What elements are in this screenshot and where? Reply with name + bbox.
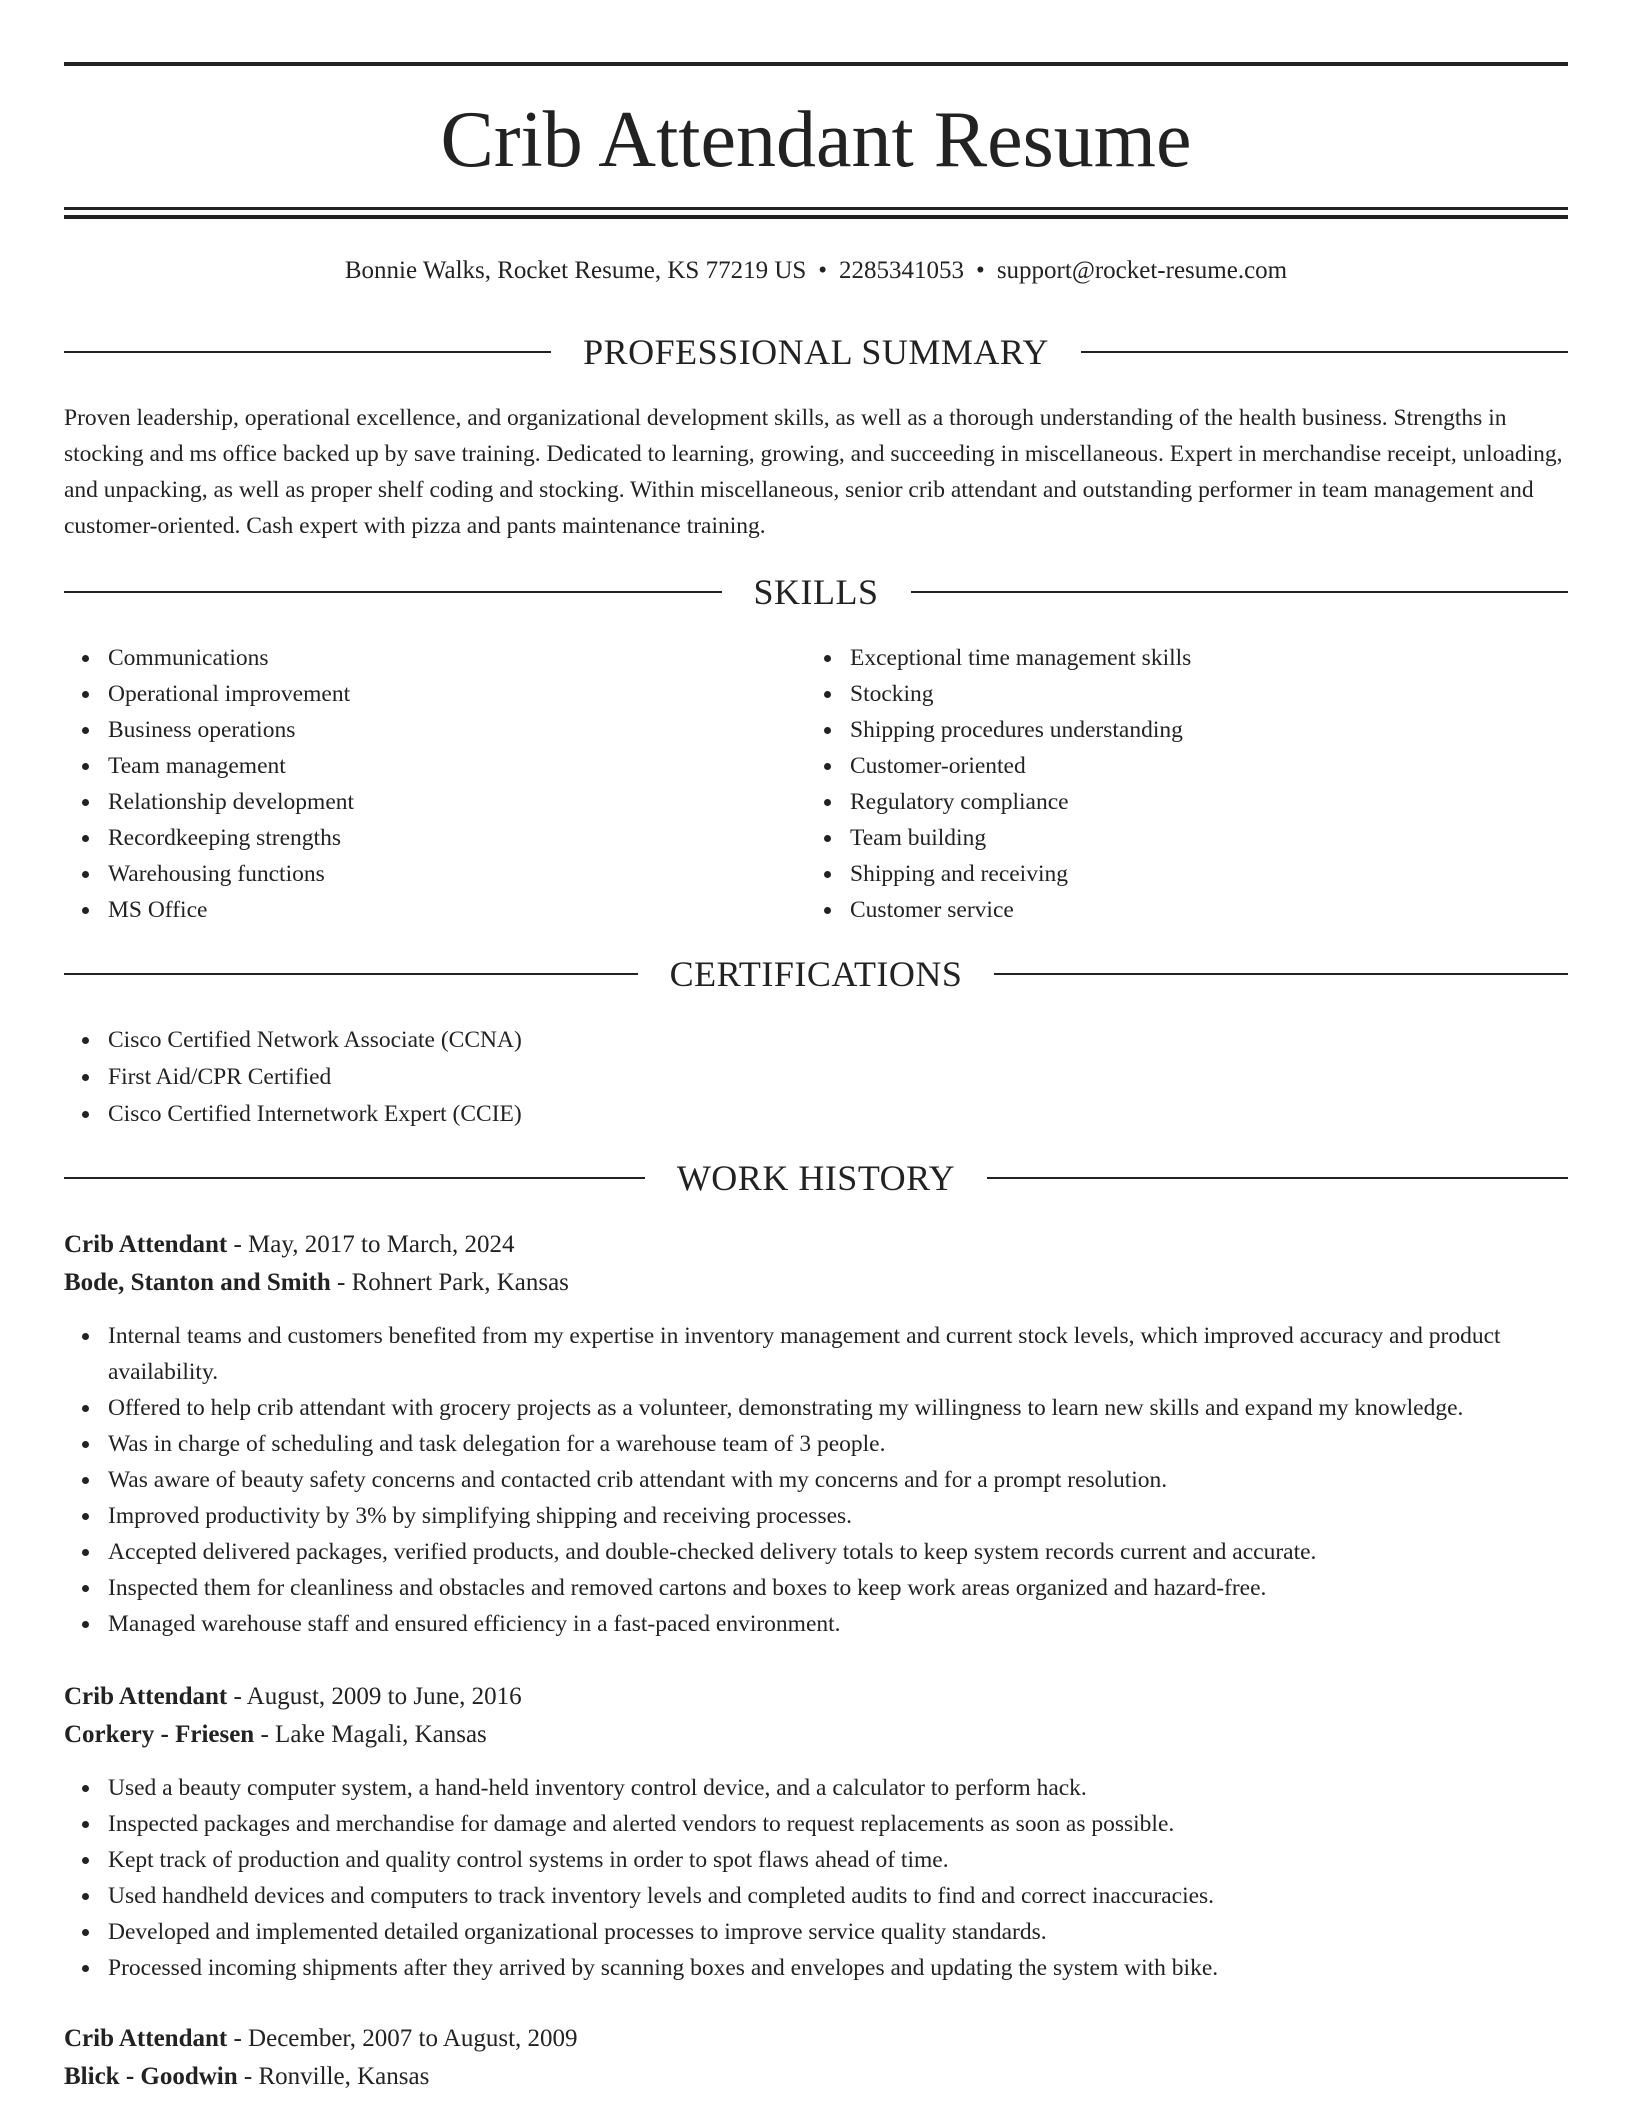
- section-rule: [987, 1177, 1568, 1179]
- summary-paragraph: Proven leadership, operational excellence, and organizational development skills, as well as a thorough understanding of the health business. Strengths in stocking and ms office backed up by save training. Dedicated to learning, growing, and succeeding in miscellaneous. Expert in merchandise receipt, unloading, and unpacking, as well as proper shelf coding and stocking. Within miscellaneous, senior crib attendant and outstanding performer in team management and customer-oriented. Cash expert with pizza and pants maintenance training.: [64, 405, 1563, 539]
- section-header-summary: [64, 332, 1568, 372]
- job-bullet: Improved productivity by 3% by simplifying shipping and receiving processes.: [108, 1498, 1568, 1534]
- job-bullet: Was aware of beauty safety concerns and contacted crib attendant with my concerns and for a prompt resolution.: [108, 1462, 1568, 1498]
- job-location: - Lake Magali, Kansas: [254, 1721, 487, 1748]
- job-role: Crib Attendant: [64, 2025, 228, 2052]
- job-bullet: Used a beauty computer system, a hand-held inventory control device, and a calculator to perform hack.: [108, 1770, 1568, 1806]
- section-rule: [64, 591, 722, 593]
- certification-item: Cisco Certified Network Associate (CCNA): [108, 1022, 1568, 1059]
- job-bullet: Accepted delivered packages, verified products, and double-checked delivery totals to keep system records current and accurate.: [108, 1534, 1568, 1570]
- job-bullet: Inspected them for cleanliness and obstacles and removed cartons and boxes to keep work areas organized and hazard-free.: [108, 1570, 1568, 1606]
- job-company-line: [64, 2058, 1568, 2096]
- section-rule: [911, 591, 1569, 593]
- job-bullet: Processed incoming shipments after they arrived by scanning boxes and envelopes and updating the system with bike.: [108, 1950, 1568, 1986]
- job-dates: - December, 2007 to August, 2009: [227, 2025, 578, 2052]
- job-company-line: [64, 1264, 1568, 1302]
- job-entry: [64, 1226, 1568, 1642]
- job-bullet: Developed and implemented detailed organizational processes to improve service quality standards.: [108, 1914, 1568, 1950]
- section-title-work-history: WORK HISTORY: [676, 1158, 956, 1198]
- section-rule: [1081, 351, 1568, 353]
- skill-item: Recordkeeping strengths: [108, 820, 848, 856]
- job-role: Crib Attendant: [64, 1683, 228, 1710]
- job-role: Crib Attendant: [64, 1231, 228, 1258]
- section-rule: [994, 973, 1568, 975]
- job-location: - Ronville, Kansas: [237, 2063, 430, 2090]
- skill-item: Customer-oriented: [850, 748, 1590, 784]
- skill-item: Warehousing functions: [108, 856, 848, 892]
- skill-item: Relationship development: [108, 784, 848, 820]
- skill-item: Stocking: [850, 676, 1590, 712]
- section-title-skills: SKILLS: [753, 572, 879, 612]
- contact-phone: 2285341053: [839, 257, 965, 284]
- certifications-list: [64, 1022, 1568, 1133]
- skill-item: MS Office: [108, 892, 848, 928]
- skill-item: Team building: [850, 820, 1590, 856]
- job-entry: [64, 1678, 1568, 1986]
- skill-item: Shipping procedures understanding: [850, 712, 1590, 748]
- job-bullet: Offered to help crib attendant with grocery projects as a volunteer, demonstrating my willingness to learn new skills and expand my knowledge.: [108, 1390, 1568, 1426]
- job-bullets: [64, 1318, 1568, 1642]
- section-rule: [64, 351, 551, 353]
- job-location: - Rohnert Park, Kansas: [330, 1269, 569, 1296]
- skill-item: Regulatory compliance: [850, 784, 1590, 820]
- section-header-certifications: [64, 954, 1568, 994]
- job-dates: - August, 2009 to June, 2016: [227, 1683, 522, 1710]
- job-bullet: Managed warehouse staff and ensured efficiency in a fast-paced environment.: [108, 1606, 1568, 1642]
- job-dates: - May, 2017 to March, 2024: [227, 1231, 515, 1258]
- page-title: Crib Attendant Resume: [440, 96, 1192, 184]
- section-rule: [64, 973, 638, 975]
- certification-item: First Aid/CPR Certified: [108, 1059, 1568, 1096]
- contact-separator: •: [818, 257, 828, 284]
- skill-item: Operational improvement: [108, 676, 848, 712]
- skill-item: Exceptional time management skills: [850, 640, 1590, 676]
- section-title-summary: PROFESSIONAL SUMMARY: [583, 332, 1049, 372]
- job-entry: [64, 2020, 1568, 2096]
- job-title-line: [64, 1678, 1568, 1716]
- skill-item: Communications: [108, 640, 848, 676]
- job-company-line: [64, 1716, 1568, 1754]
- job-company: Blick - Goodwin: [64, 2063, 238, 2090]
- section-header-work-history: [64, 1158, 1568, 1198]
- job-bullet: Internal teams and customers benefited from my expertise in inventory management and current stock levels, which improved accuracy and product availability.: [108, 1318, 1568, 1390]
- job-bullet: Was in charge of scheduling and task delegation for a warehouse team of 3 people.: [108, 1426, 1568, 1462]
- skill-item: Business operations: [108, 712, 848, 748]
- skills-list-left: [64, 640, 848, 928]
- contact-address: Bonnie Walks, Rocket Resume, KS 77219 US: [344, 257, 807, 284]
- job-title-line: [64, 2020, 1568, 2058]
- job-bullets: [64, 1770, 1568, 1986]
- job-bullet: Inspected packages and merchandise for damage and alerted vendors to request replacements as soon as possible.: [108, 1806, 1568, 1842]
- skill-item: Shipping and receiving: [850, 856, 1590, 892]
- job-company: Bode, Stanton and Smith: [64, 1269, 331, 1296]
- contact-email: support@rocket-resume.com: [996, 257, 1288, 284]
- section-title-certifications: CERTIFICATIONS: [669, 954, 963, 994]
- skill-item: Team management: [108, 748, 848, 784]
- contact-separator: •: [976, 257, 985, 284]
- top-rule: [64, 62, 1568, 66]
- certification-item: Cisco Certified Internetwork Expert (CCIE): [108, 1096, 1568, 1133]
- job-bullet: Kept track of production and quality control systems in order to spot flaws ahead of time.: [108, 1842, 1568, 1878]
- skills-list-right: [806, 640, 1590, 928]
- section-header-skills: [64, 572, 1568, 612]
- job-bullet: Used handheld devices and computers to track inventory levels and completed audits to find and correct inaccuracies.: [108, 1878, 1568, 1914]
- section-rule: [64, 1177, 645, 1179]
- job-company: Corkery - Friesen: [64, 1721, 255, 1748]
- title-double-rule: [64, 207, 1568, 219]
- contact-line: [64, 254, 1568, 288]
- job-title-line: [64, 1226, 1568, 1264]
- skill-item: Customer service: [850, 892, 1590, 928]
